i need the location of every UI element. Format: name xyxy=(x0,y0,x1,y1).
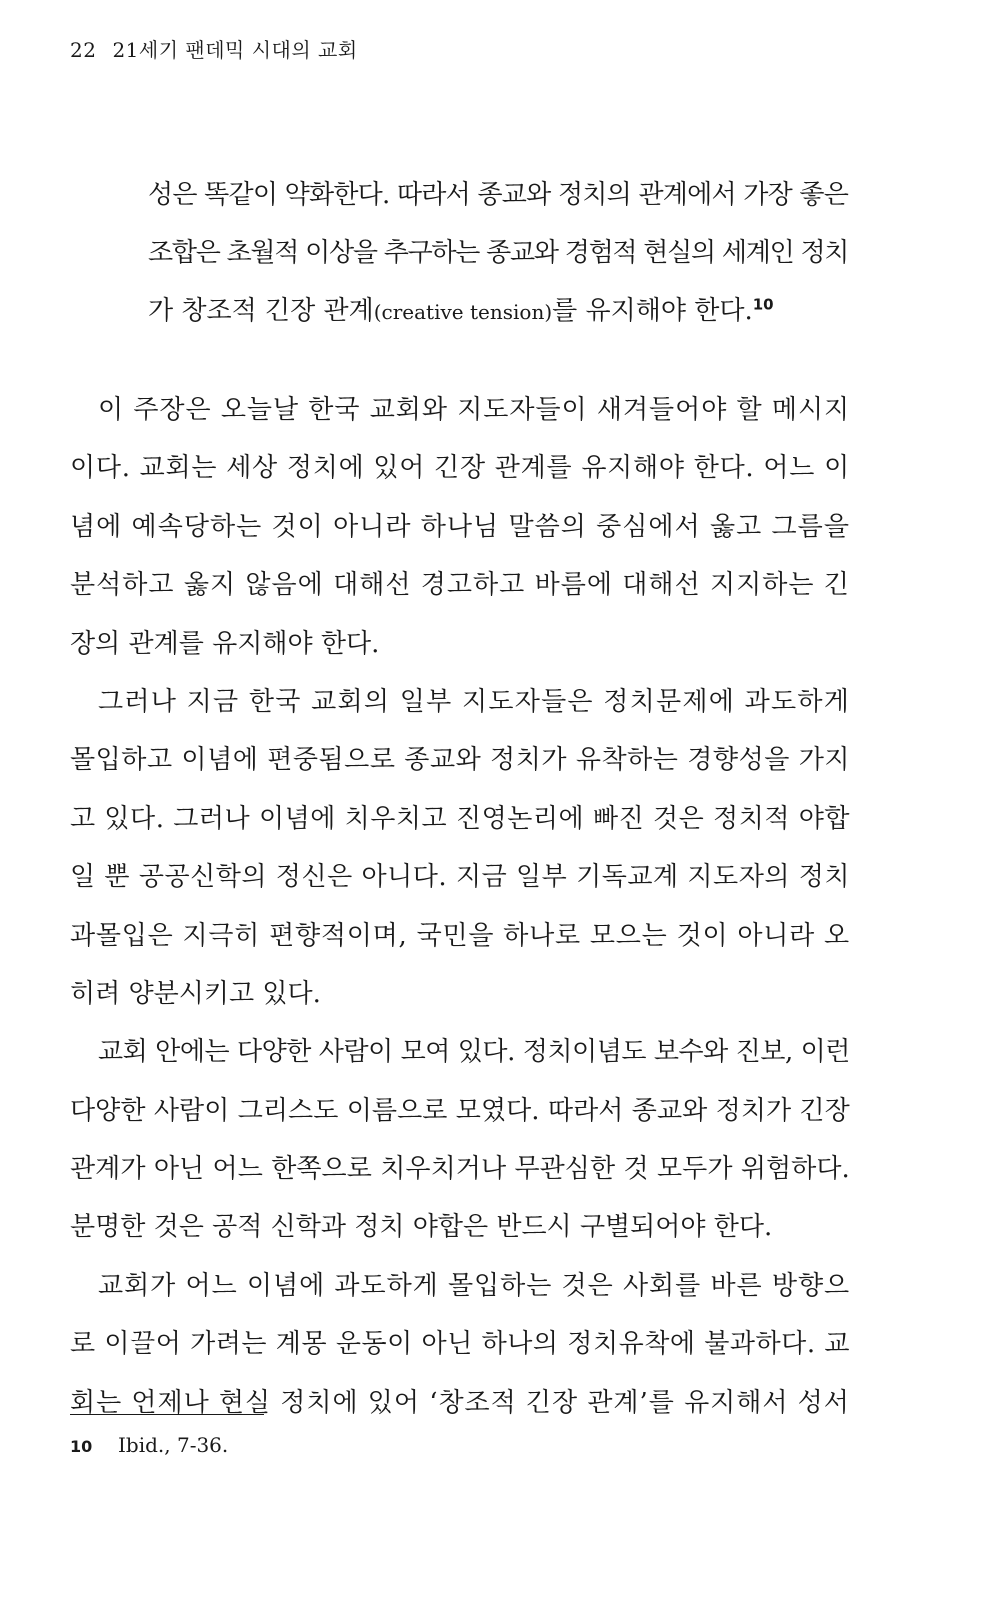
paragraph-line: 다양한 사람이 그리스도 이름으로 모였다. 따라서 종교와 정치가 긴장 xyxy=(70,1095,850,1126)
paragraph-line: 로 이끌어 가려는 계몽 운동이 아닌 하나의 정치유착에 불과하다. 교 xyxy=(70,1329,851,1360)
paragraph-line: 그러나 지금 한국 교회의 일부 지도자들은 정치문제에 과도하게 xyxy=(98,686,851,717)
quote-line-text: 가 창조적 긴장 관계 xyxy=(148,296,374,326)
footnote xyxy=(70,1431,228,1461)
footnote-text: Ibid., 7-36. xyxy=(118,1433,229,1457)
page-number: 22 xyxy=(70,38,97,62)
footnote-reference[interactable]: 10 xyxy=(752,295,774,314)
quote-line: 조합은 초월적 이상을 추구하는 종교와 경험적 현실의 세계인 정치 xyxy=(148,238,849,268)
quote-line: 성은 똑같이 약화한다. 따라서 종교와 정치의 관계에서 가장 좋은 xyxy=(148,180,849,210)
paragraph-line: 고 있다. 그러나 이념에 치우치고 진영논리에 빠진 것은 정치적 야합 xyxy=(70,803,851,834)
paragraph-line: 장의 관계를 유지해야 한다. xyxy=(70,628,380,659)
paragraph-line: 분명한 것은 공적 신학과 정치 야합은 반드시 구별되어야 한다. xyxy=(70,1212,773,1243)
paragraph-line: 이다. 교회는 세상 정치에 있어 긴장 관계를 유지해야 한다. 어느 이 xyxy=(70,453,850,484)
english-term: (creative tension) xyxy=(373,300,553,324)
quote-line-text: 를 유지해야 한다. xyxy=(552,296,753,326)
paragraph-line: 몰입하고 이념에 편중됨으로 종교와 정치가 유착하는 경향성을 가지 xyxy=(70,745,851,776)
paragraph-line: 교회가 어느 이념에 과도하게 몰입하는 것은 사회를 바른 방향으 xyxy=(98,1270,851,1301)
footnote-divider xyxy=(70,1414,264,1415)
paragraph-line: 관계가 아닌 어느 한쪽으로 치우치거나 무관심한 것 모두가 위험하다. xyxy=(70,1154,850,1185)
book-title: 21세기 팬데믹 시대의 교회 xyxy=(112,38,358,62)
running-head xyxy=(70,36,358,64)
body-text xyxy=(70,381,850,1432)
paragraph-line: 일 뿐 공공신학의 정신은 아니다. 지금 일부 기독교계 지도자의 정치 xyxy=(70,862,851,893)
paragraph-line: 념에 예속당하는 것이 아니라 하나님 말씀의 중심에서 옳고 그름을 xyxy=(70,511,850,542)
paragraph-line: 교회 안에는 다양한 사람이 모여 있다. 정치이념도 보수와 진보, 이런 xyxy=(98,1037,850,1068)
footnote-number: 10 xyxy=(70,1437,93,1456)
paragraph-line: 분석하고 옳지 않음에 대해선 경고하고 바름에 대해선 지지하는 긴 xyxy=(70,570,850,601)
block-quote xyxy=(148,166,848,340)
paragraph-line: 회는 언제나 현실 정치에 있어 ‘창조적 긴장 관계’를 유지해서 성서 xyxy=(70,1387,850,1418)
paragraph-line: 이 주장은 오늘날 한국 교회와 지도자들이 새겨들어야 할 메시지 xyxy=(98,395,851,425)
paragraph-line: 히려 양분시키고 있다. xyxy=(70,978,321,1009)
paragraph-line: 과몰입은 지극히 편향적이며, 국민을 하나로 모으는 것이 아니라 오 xyxy=(70,920,850,951)
quote-line xyxy=(148,282,848,340)
